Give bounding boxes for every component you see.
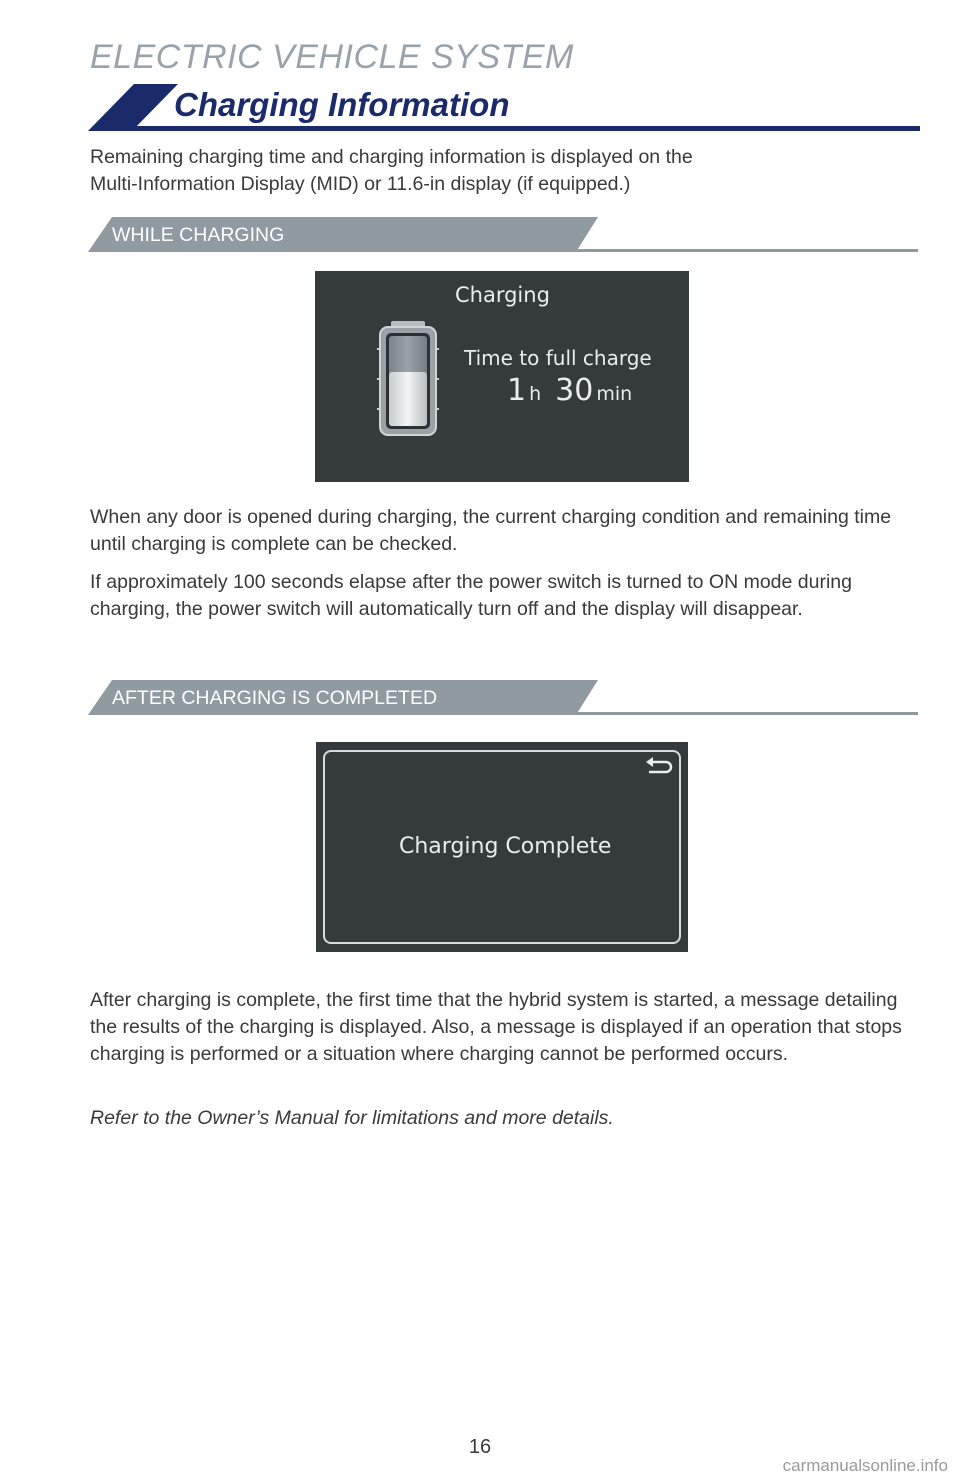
after-charging-paragraph-1: After charging is complete, the first time that the hybrid system is started, a message detailing the results of the charging is displayed. Also, a message is displayed if an operation that stops charging is performed or a situation where charging cannot be performed occurs. [90,989,902,1065]
page-title: Charging Information [174,86,510,123]
owners-manual-note: Refer to the Owner’s Manual for limitations and more details. [90,1107,614,1129]
remaining-minutes: 30 [555,373,594,408]
while-charging-label: WHILE CHARGING [112,224,285,246]
charging-complete-message: Charging Complete [399,834,612,859]
after-charging-label: AFTER CHARGING IS COMPLETED [112,687,438,709]
while-charging-paragraph-2: If approximately 100 seconds elapse after the power switch is turned to ON mode during charging, the power switch will automatically turn off and the display will disappear. [90,571,852,620]
intro-paragraph [90,144,910,198]
charging-screen [315,271,689,482]
charging-complete-screen [316,742,688,952]
time-to-full-label: Time to full charge [464,346,652,370]
watermark: carmanualsonline.info [782,1456,948,1475]
intro-line-1: Remaining charging time and charging information is displayed on the [90,146,693,168]
charging-screen-title: Charging [455,283,550,307]
remaining-hours: 1 [507,373,527,408]
remaining-time [507,373,632,408]
section-label: ELECTRIC VEHICLE SYSTEM [90,38,574,76]
intro-line-2: Multi-Information Display (MID) or 11.6-in display (if equipped.) [90,173,631,195]
back-arrow-icon[interactable] [644,756,674,778]
page-number: 16 [468,1436,492,1458]
while-charging-paragraph-1: When any door is opened during charging, the current charging condition and remaining time until charging is complete can be checked. [90,506,892,555]
minutes-unit: min [596,383,633,405]
hours-unit: h [529,383,542,405]
battery-icon [377,319,439,439]
